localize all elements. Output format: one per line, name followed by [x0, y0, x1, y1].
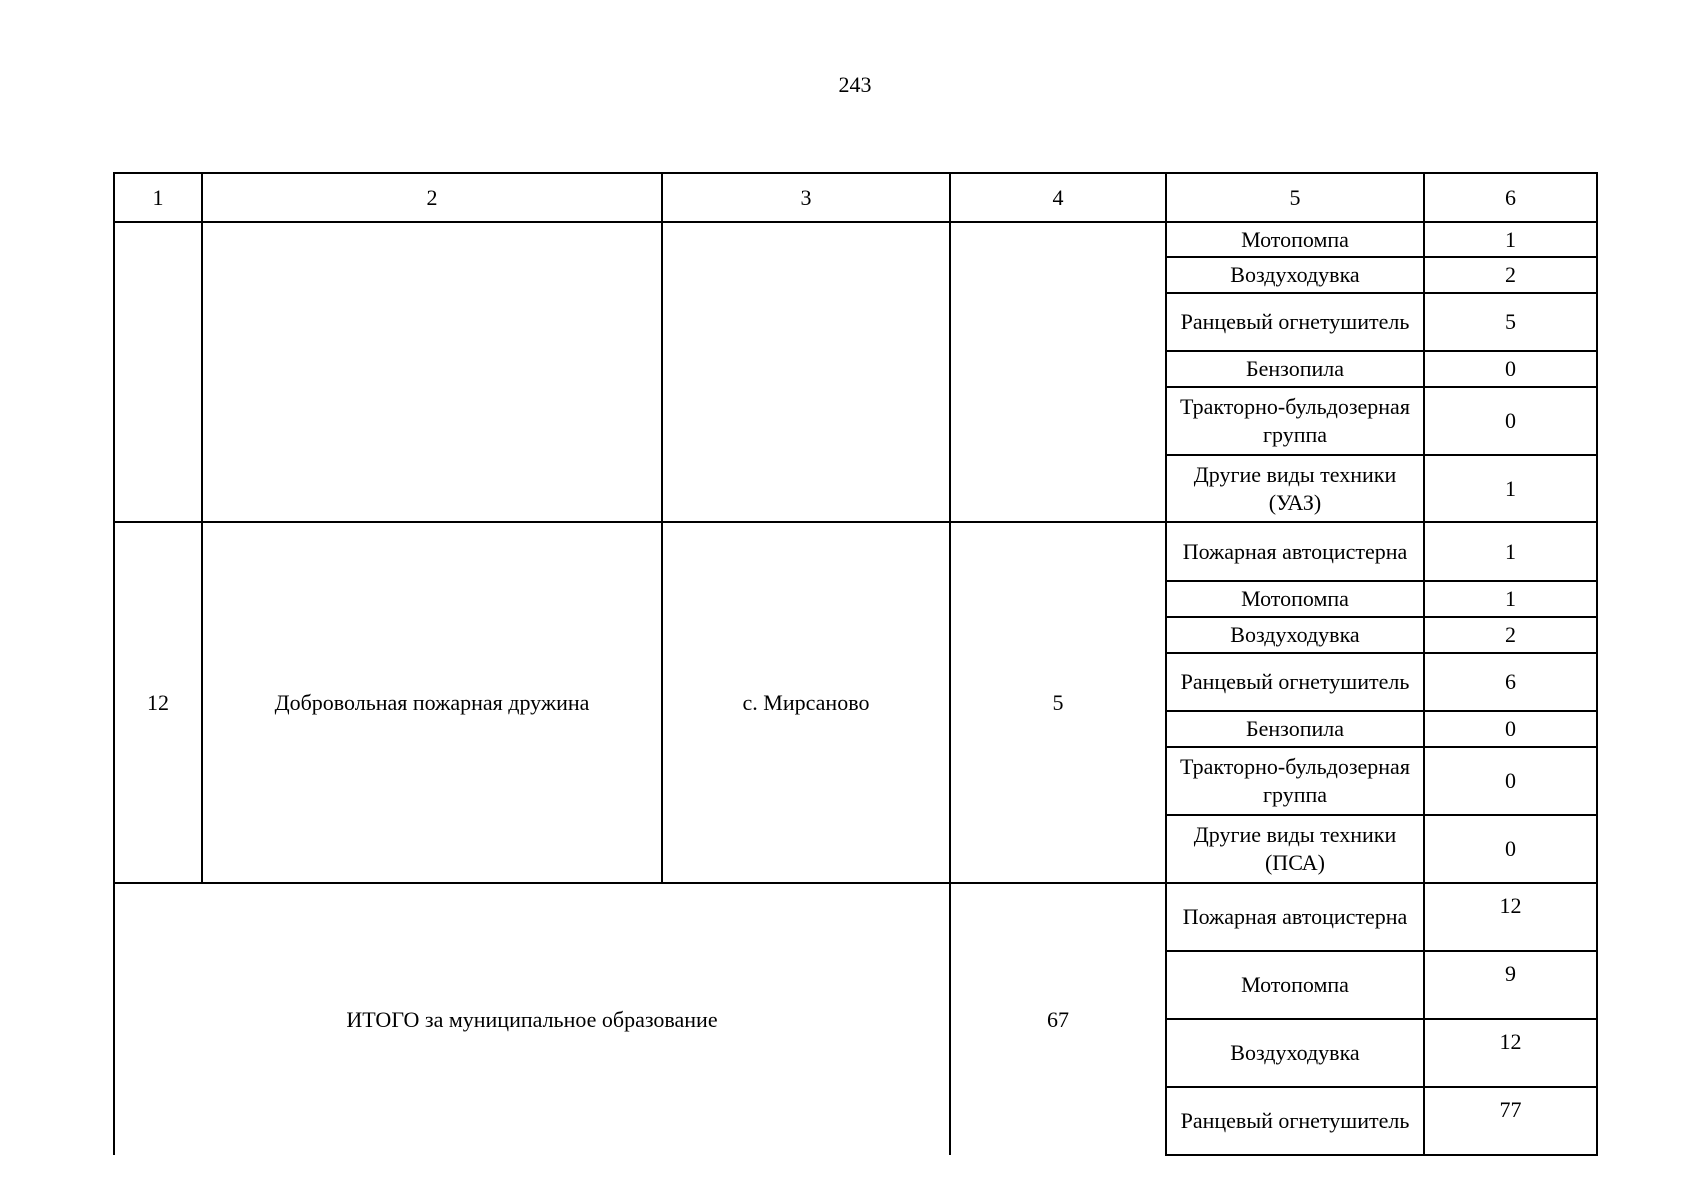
equipment-qty: 1 [1424, 455, 1597, 522]
equipment-name: Бензопила [1166, 711, 1424, 747]
total-count: 67 [950, 883, 1166, 1155]
header-col-1: 1 [114, 173, 202, 222]
equipment-name: Пожарная автоцистерна [1166, 883, 1424, 951]
equipment-qty: 2 [1424, 617, 1597, 653]
table-row [114, 883, 1597, 951]
equipment-qty: 6 [1424, 653, 1597, 711]
equipment-qty: 1 [1424, 581, 1597, 617]
equipment-table [113, 172, 1598, 1156]
header-col-5: 5 [1166, 173, 1424, 222]
table-row [114, 522, 1597, 581]
equipment-name: Мотопомпа [1166, 581, 1424, 617]
equipment-qty: 0 [1424, 351, 1597, 387]
equipment-name: Другие виды техники (ПСА) [1166, 815, 1424, 883]
equipment-qty: 1 [1424, 222, 1597, 257]
header-col-4: 4 [950, 173, 1166, 222]
equipment-qty: 0 [1424, 815, 1597, 883]
equipment-qty: 12 [1424, 883, 1597, 951]
header-row [114, 173, 1597, 222]
equipment-qty: 0 [1424, 387, 1597, 455]
equipment-qty: 0 [1424, 747, 1597, 815]
page-number: 243 [838, 72, 872, 97]
total-label: ИТОГО за муниципальное образование [114, 883, 950, 1155]
equipment-name: Бензопила [1166, 351, 1424, 387]
header-col-2: 2 [202, 173, 662, 222]
table-row [114, 222, 1597, 257]
equipment-name: Воздуходувка [1166, 257, 1424, 293]
equipment-name: Мотопомпа [1166, 222, 1424, 257]
header-col-6: 6 [1424, 173, 1597, 222]
equipment-name: Пожарная автоцистерна [1166, 522, 1424, 581]
equipment-name: Ранцевый огнетушитель [1166, 293, 1424, 351]
header-col-3: 3 [662, 173, 950, 222]
equipment-qty: 0 [1424, 711, 1597, 747]
equipment-qty: 1 [1424, 522, 1597, 581]
equipment-qty: 5 [1424, 293, 1597, 351]
equipment-qty: 12 [1424, 1019, 1597, 1087]
personnel-count: 5 [950, 522, 1166, 883]
equipment-name: Ранцевый огнетушитель [1166, 653, 1424, 711]
equipment-name: Тракторно-бульдозерная группа [1166, 747, 1424, 815]
equipment-qty: 2 [1424, 257, 1597, 293]
prev-name-cell [202, 222, 662, 522]
equipment-name: Тракторно-бульдозерная группа [1166, 387, 1424, 455]
unit-location: с. Мирсаново [662, 522, 950, 883]
unit-name: Добровольная пожарная дружина [202, 522, 662, 883]
equipment-name: Воздуходувка [1166, 617, 1424, 653]
prev-num-cell [114, 222, 202, 522]
equipment-qty: 77 [1424, 1087, 1597, 1155]
prev-location-cell [662, 222, 950, 522]
equipment-name: Мотопомпа [1166, 951, 1424, 1019]
equipment-qty: 9 [1424, 951, 1597, 1019]
equipment-name: Воздуходувка [1166, 1019, 1424, 1087]
prev-count-cell [950, 222, 1166, 522]
row-number: 12 [114, 522, 202, 883]
equipment-name: Ранцевый огнетушитель [1166, 1087, 1424, 1155]
equipment-name: Другие виды техники (УАЗ) [1166, 455, 1424, 522]
